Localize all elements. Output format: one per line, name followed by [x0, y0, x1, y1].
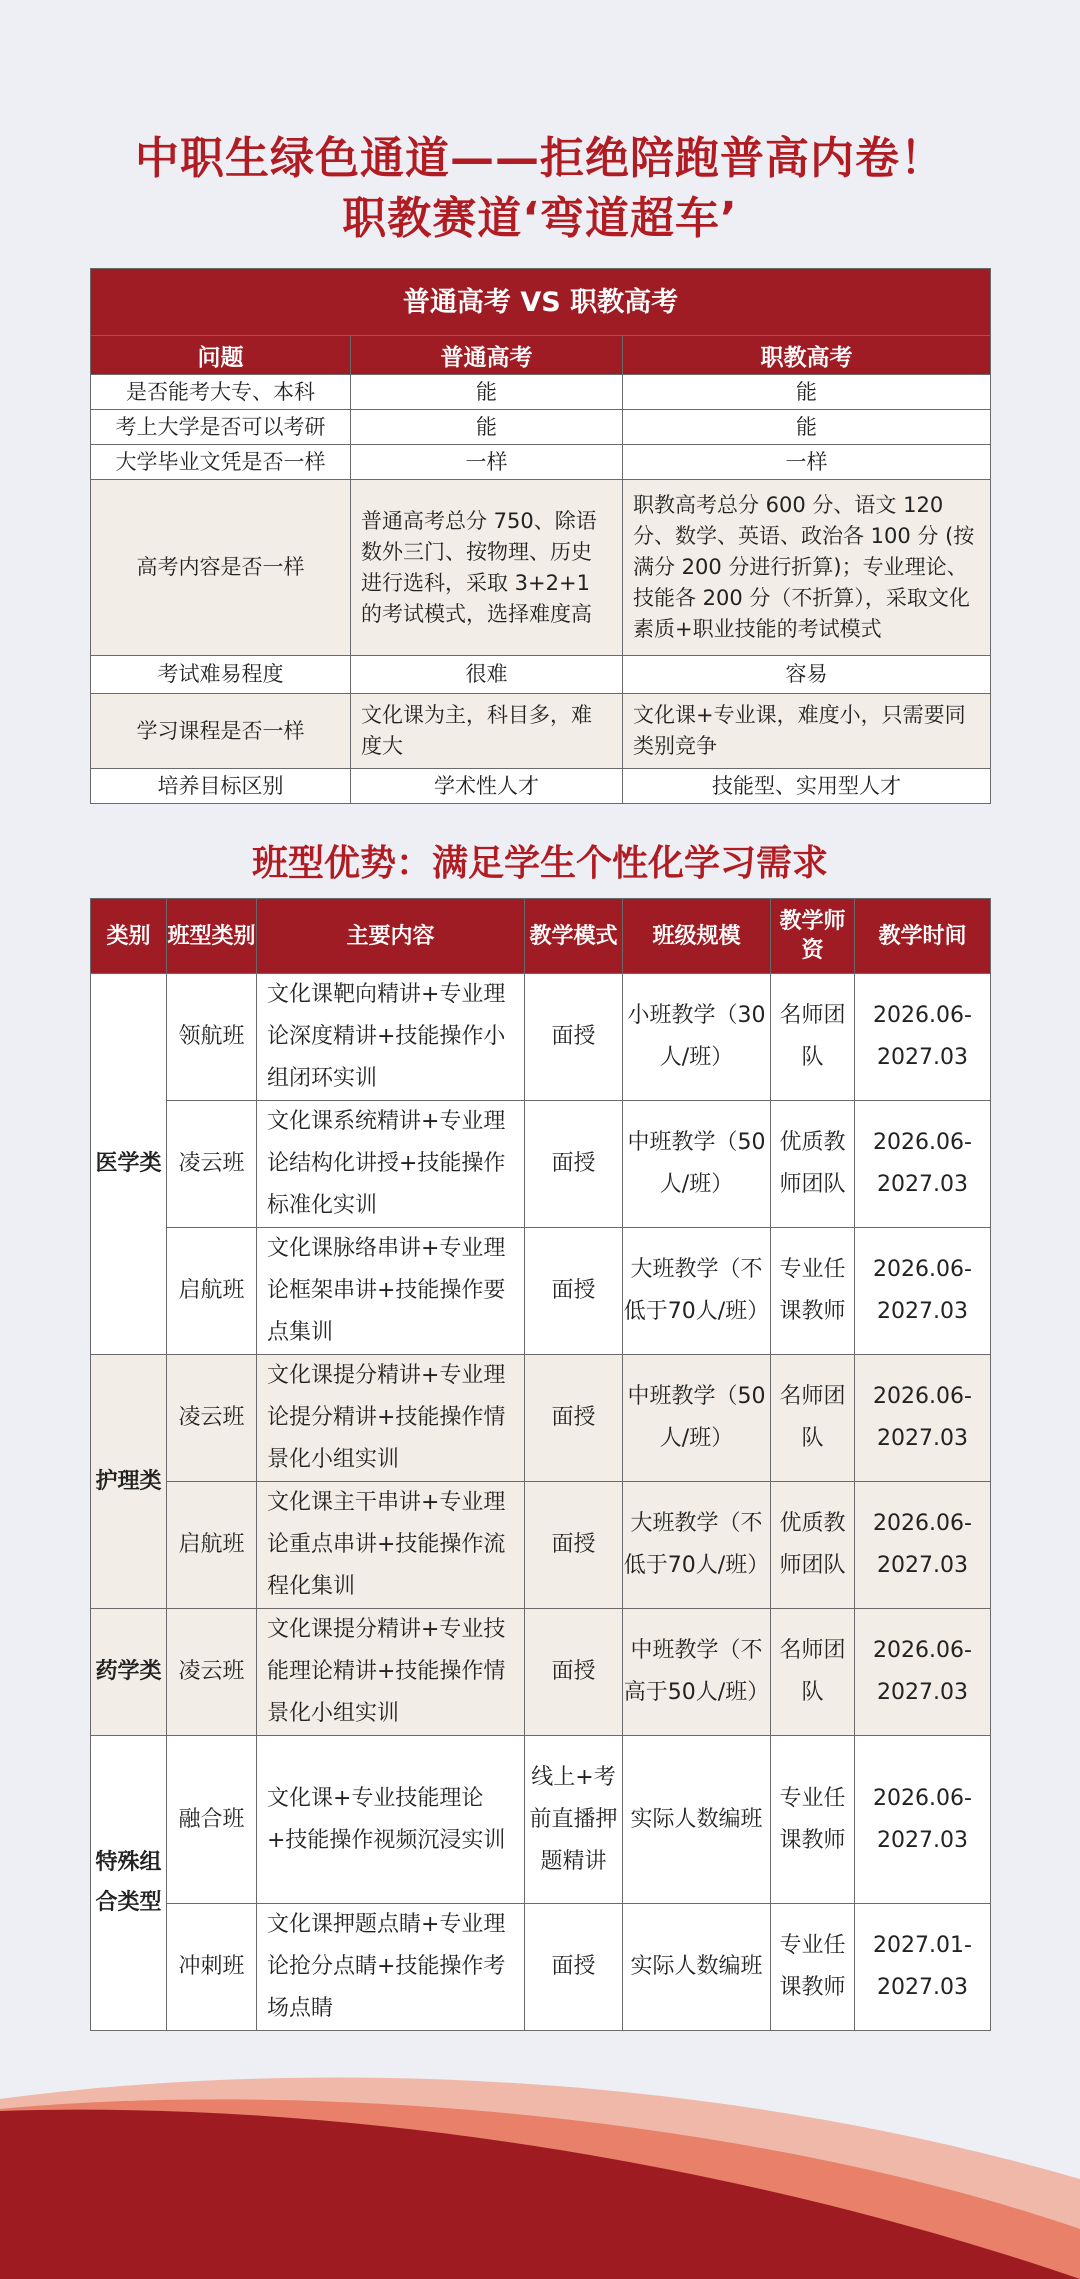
class-size: 大班教学（不低于70人/班）: [623, 1228, 771, 1355]
class-teachers: 优质教师团队: [771, 1101, 855, 1228]
row-question: 高考内容是否一样: [91, 480, 351, 656]
class-mode: 面授: [525, 1228, 623, 1355]
category-special-combo: 特殊组合类型: [91, 1736, 167, 2031]
class-content: 文化课系统精讲+专业理论结构化讲授+技能操作标准化实训: [257, 1101, 525, 1228]
category-medical: 医学类: [91, 974, 167, 1355]
row-vocational: 职教高考总分 600 分、语文 120 分、数学、英语、政治各 100 分 (按满分 200 分进行折算)；专业理论、技能各 200 分（不折算），采取文化素质+职业技能的考试模式: [623, 480, 991, 656]
class-teachers: 专业任课教师: [771, 1904, 855, 2031]
class-mode: 面授: [525, 1904, 623, 2031]
class-content: 文化课主干串讲+专业理论重点串讲+技能操作流程化集训: [257, 1482, 525, 1609]
class-time: 2026.06-2027.03: [855, 1609, 991, 1736]
row-regular: 能: [351, 375, 623, 410]
class-time: 2026.06-2027.03: [855, 974, 991, 1101]
class-mode: 面授: [525, 1609, 623, 1736]
row-regular: 能: [351, 410, 623, 445]
category-pharmacy: 药学类: [91, 1609, 167, 1736]
class-mode: 面授: [525, 974, 623, 1101]
row-regular: 学术性人才: [351, 769, 623, 804]
row-regular: 一样: [351, 445, 623, 480]
comparison-table: [90, 268, 991, 804]
class-name: 领航班: [167, 974, 257, 1101]
row-question: 是否能考大专、本科: [91, 375, 351, 410]
row-regular: 普通高考总分 750、除语数外三门、按物理、历史进行选科，采取 3+2+1 的考试模式，选择难度高: [351, 480, 623, 656]
class-name: 启航班: [167, 1228, 257, 1355]
row-vocational: 容易: [623, 656, 991, 694]
class-teachers: 名师团队: [771, 974, 855, 1101]
class-size: 中班教学（50人/班）: [623, 1101, 771, 1228]
class-size: 中班教学（不高于50人/班）: [623, 1609, 771, 1736]
row-question: 考试难易程度: [91, 656, 351, 694]
class-content: 文化课脉络串讲+专业理论框架串讲+技能操作要点集训: [257, 1228, 525, 1355]
header-mode: 教学模式: [525, 899, 623, 974]
row-regular: 很难: [351, 656, 623, 694]
row-vocational: 一样: [623, 445, 991, 480]
class-teachers: 专业任课教师: [771, 1736, 855, 1904]
header-class-type: 班型类别: [167, 899, 257, 974]
class-name: 凌云班: [167, 1355, 257, 1482]
class-time: 2027.01-2027.03: [855, 1904, 991, 2031]
class-content: 文化课提分精讲+专业技能理论精讲+技能操作情景化小组实训: [257, 1609, 525, 1736]
section-title-class-types: 班型优势：满足学生个性化学习需求: [251, 843, 828, 884]
header-content: 主要内容: [257, 899, 525, 974]
class-content: 文化课提分精讲+专业理论提分精讲+技能操作情景化小组实训: [257, 1355, 525, 1482]
class-teachers: 专业任课教师: [771, 1228, 855, 1355]
class-name: 融合班: [167, 1736, 257, 1904]
class-name: 凌云班: [167, 1609, 257, 1736]
class-mode: 线上+考前直播押题精讲: [525, 1736, 623, 1904]
row-question: 培养目标区别: [91, 769, 351, 804]
header-teachers: 教学师资: [771, 899, 855, 974]
row-vocational: 技能型、实用型人才: [623, 769, 991, 804]
header-time: 教学时间: [855, 899, 991, 974]
header-vocational: 职教高考: [623, 336, 991, 375]
class-time: 2026.06-2027.03: [855, 1736, 991, 1904]
class-size: 实际人数编班: [623, 1736, 771, 1904]
class-time: 2026.06-2027.03: [855, 1228, 991, 1355]
class-teachers: 优质教师团队: [771, 1482, 855, 1609]
class-name: 冲刺班: [167, 1904, 257, 2031]
class-time: 2026.06-2027.03: [855, 1101, 991, 1228]
row-question: 考上大学是否可以考研: [91, 410, 351, 445]
class-mode: 面授: [525, 1101, 623, 1228]
class-name: 凌云班: [167, 1101, 257, 1228]
row-regular: 文化课为主，科目多，难度大: [351, 694, 623, 769]
class-mode: 面授: [525, 1355, 623, 1482]
row-vocational: 能: [623, 410, 991, 445]
title-line-1: 中职生绿色通道——拒绝陪跑普高内卷！: [135, 133, 945, 184]
class-content: 文化课+专业技能理论+技能操作视频沉浸实训: [257, 1736, 525, 1904]
title-line-2: 职教赛道‘弯道超车’: [342, 193, 738, 244]
class-content: 文化课押题点睛+专业理论抢分点睛+技能操作考场点睛: [257, 1904, 525, 2031]
class-time: 2026.06-2027.03: [855, 1482, 991, 1609]
bottom-wave-decoration: [0, 2059, 1080, 2279]
class-teachers: 名师团队: [771, 1609, 855, 1736]
row-question: 学习课程是否一样: [91, 694, 351, 769]
row-question: 大学毕业文凭是否一样: [91, 445, 351, 480]
class-teachers: 名师团队: [771, 1355, 855, 1482]
class-name: 启航班: [167, 1482, 257, 1609]
class-size: 大班教学（不低于70人/班）: [623, 1482, 771, 1609]
category-nursing: 护理类: [91, 1355, 167, 1609]
class-size: 中班教学（50人/班）: [623, 1355, 771, 1482]
class-size: 小班教学（30人/班）: [623, 974, 771, 1101]
class-types-table: [90, 898, 991, 2031]
class-time: 2026.06-2027.03: [855, 1355, 991, 1482]
row-vocational: 能: [623, 375, 991, 410]
header-regular: 普通高考: [351, 336, 623, 375]
header-question: 问题: [91, 336, 351, 375]
header-size: 班级规模: [623, 899, 771, 974]
row-vocational: 文化课+专业课，难度小，只需要同类别竞争: [623, 694, 991, 769]
class-content: 文化课靶向精讲+专业理论深度精讲+技能操作小组闭环实训: [257, 974, 525, 1101]
comparison-caption: 普通高考 VS 职教高考: [91, 269, 991, 336]
class-mode: 面授: [525, 1482, 623, 1609]
header-category: 类别: [91, 899, 167, 974]
class-size: 实际人数编班: [623, 1904, 771, 2031]
